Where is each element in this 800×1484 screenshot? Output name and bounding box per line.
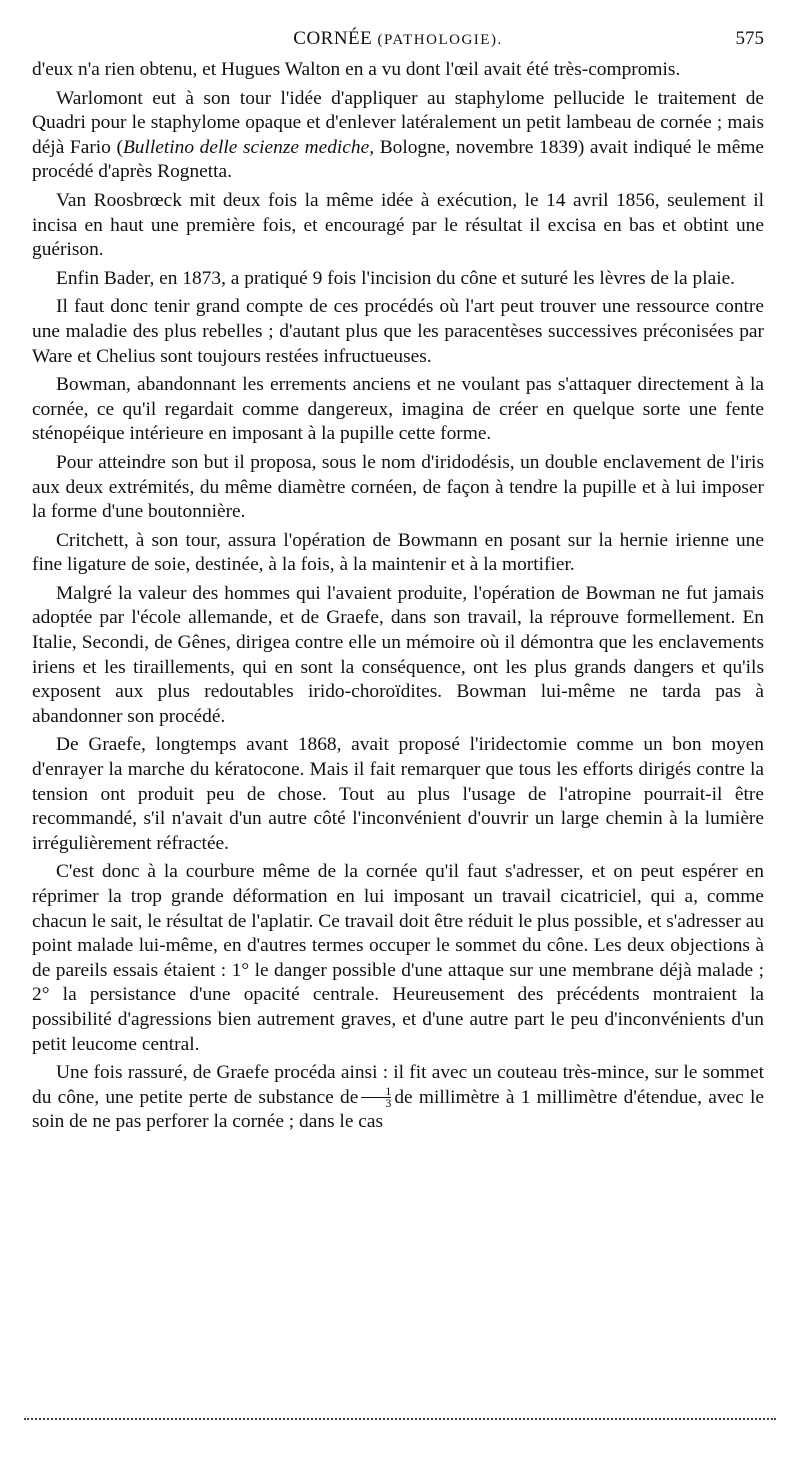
body-text	[32, 58, 764, 1135]
text-run: de millimètre à 1 millimètre d'étendue, avec le soin de ne pas perforer la cornée ; dans le cas	[32, 1086, 764, 1133]
text-run: De Graefe, longtemps avant 1868, avait proposé l'iridectomie comme un bon moyen d'enrayer la marche du kératocone. Mais il fait remarquer que tous les efforts dirigés contre la tension ont produit peu de chose. Tout au plus l'usage de l'atropine pourrait-il être recommandé, s'il n'avait d'un autre côté l'inconvénient d'ouvrir un large chemin à la lumière irrégulièrement réfractée.	[32, 734, 764, 854]
text-run: Malgré la valeur des hommes qui l'avaient produite, l'opération de Bowman ne fut jamais adoptée par l'école allemande, et de Graefe, dans son travail, la réprouve formellement. En Italie, Secondi, de Gênes, dirigea contre elle un mémoire où il démontra que les enclavements iriens et les tiraillements, qui en sont la conséquence, ont les plus grands dangers et qu'ils exposent aux plus redoutables irido-choroïdites. Bowman lui-même ne tarda pas à abandonner son procédé.	[32, 582, 764, 727]
paragraph	[32, 373, 764, 447]
paragraph	[32, 1061, 764, 1135]
text-run: Van Roosbrœck mit deux fois la même idée à exécution, le 14 avril 1856, seulement il incisa en haut une première fois, et encouragé par le résultat il excisa en bas et obtint une guérison.	[32, 189, 764, 261]
text-run: Critchett, à son tour, assura l'opération de Bowmann en posant sur la hernie irienne une fine ligature de soie, destinée, à la fois, à la maintenir et à la mortifier.	[32, 529, 764, 576]
text-run: Bologne, novembre 1839) avait indiqué le même procédé d'après Rognetta.	[32, 136, 765, 183]
document-page	[32, 28, 764, 1468]
text-run: C'est donc à la courbure même de la cornée qu'il faut s'adresser, et on peut espérer en réprimer la trop grande déformation en lui imposant un travail cicatriciel, qui a, comme chacun le sait, le résultat de l'aplatir. Ce travail doit être réduit le plus possible, et s'adresser au point malade lui-même, en d'autres termes occuper le sommet du cône. Les deux objections à de pareils essais étaient : 1° le danger possible d'une attaque sur une membrane déjà malade ; 2° la persistance d'une opacité centrale. Heureusement des précédents montraient la possibilité d'agressions bien autrement graves, et d'une autre part le peu d'inconvénients d'un petit leucome central.	[32, 861, 764, 1055]
paragraph	[32, 451, 764, 525]
paragraph	[32, 87, 764, 185]
header-subtitle: (PATHOLOGIE).	[377, 32, 503, 48]
fraction-numerator: 1	[385, 1083, 392, 1098]
paragraph	[32, 860, 764, 1057]
running-header	[32, 28, 764, 52]
header-title: CORNÉE	[293, 28, 373, 49]
text-run: Pour atteindre son but il proposa, sous le nom d'iridodésis, un double enclavement de l'iris aux deux extrémités, du même diamètre cornéen, de façon à tendre la pupille et à lui imposer la forme d'une boutonnière.	[32, 451, 764, 523]
running-title	[32, 28, 764, 50]
paragraph	[32, 58, 764, 83]
text-run: Il faut donc tenir grand compte de ces procédés où l'art peut trouver une ressource contre une maladie des plus rebelles ; d'autant plus que les paracentèses successives préconisées par Ware et Chelius sont toujours restées infructueuses.	[32, 296, 764, 367]
text-run: Bowman, abandonnant les errements anciens et ne voulant pas s'attaquer directement à la cornée, ce qu'il regardait comme dangereux, imagina de créer en quelque sorte une fente sténopéique intérieure en imposant à la pupille cette forme.	[32, 374, 764, 445]
paragraph	[32, 582, 764, 730]
text-run: d'eux n'a rien obtenu, et Hugues Walton en a vu dont l'œil avait été très-compromis.	[32, 59, 681, 80]
text-run: Warlomont eut à son tour l'idée d'appliquer au staphylome pellucide le traitement de Quadri pour le staphylome opaque et d'enlever latéralement un petit lambeau de cornée ; mais déjà Fario (	[32, 87, 764, 158]
fraction-denominator: 3	[361, 1097, 391, 1109]
paragraph	[32, 267, 764, 292]
paragraph	[32, 733, 764, 856]
text-run: Enfin Bader, en 1873, a pratiqué 9 fois l'incision du cône et suturé les lèvres de la plaie.	[56, 267, 736, 289]
paragraph	[32, 529, 764, 578]
page-number: 575	[735, 28, 764, 49]
paragraph	[32, 189, 764, 263]
fraction	[361, 1083, 392, 1110]
paragraph	[32, 295, 764, 369]
italic-citation: Bulletino delle scienze mediche,	[122, 136, 375, 158]
footer-dotted-rule	[24, 1418, 776, 1420]
text-run: Une fois rassuré, de Graefe procéda ainsi : il fit avec un couteau très-mince, sur le sommet du cône, une petite perte de substance de	[32, 1062, 764, 1108]
